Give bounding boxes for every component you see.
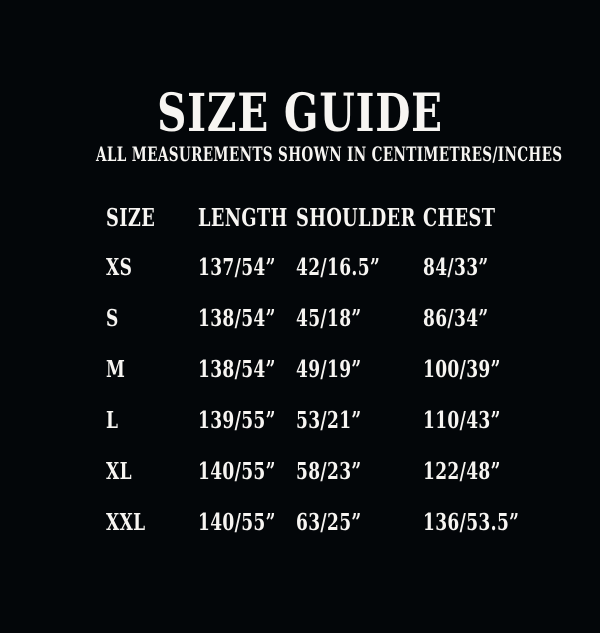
size-cell: L [106, 407, 119, 434]
length-cell: 138/54” [198, 356, 276, 383]
shoulder-cell: 49/19” [296, 356, 362, 383]
shoulder-cell: 63/25” [296, 509, 362, 536]
length-cell: 140/55” [198, 458, 276, 485]
chest-cell: 122/48” [423, 458, 501, 485]
chest-cell: 84/33” [423, 254, 489, 281]
length-cell: 137/54” [198, 254, 276, 281]
size-cell: XXL [106, 509, 146, 536]
shoulder-cell: 58/23” [296, 458, 362, 485]
size-cell: XL [106, 458, 132, 485]
page-subtitle: ALL MEASUREMENTS SHOWN IN CENTIMETRES/INCHES [96, 142, 563, 166]
length-cell: 139/55” [198, 407, 276, 434]
column-header-shoulder: SHOULDER [296, 202, 416, 232]
shoulder-cell: 53/21” [296, 407, 362, 434]
length-cell: 140/55” [198, 509, 276, 536]
chest-cell: 100/39” [423, 356, 501, 383]
size-cell: S [106, 305, 119, 332]
shoulder-cell: 45/18” [296, 305, 362, 332]
page-title: SIZE GUIDE [157, 83, 443, 144]
column-header-length: LENGTH [198, 202, 288, 232]
chest-cell: 86/34” [423, 305, 489, 332]
size-table [0, 192, 600, 548]
chest-cell: 110/43” [423, 407, 501, 434]
size-cell: M [106, 356, 126, 383]
size-cell: XS [106, 254, 133, 281]
column-header-size: SIZE [106, 202, 156, 232]
shoulder-cell: 42/16.5” [296, 254, 381, 281]
chest-cell: 136/53.5” [423, 509, 520, 536]
column-header-chest: CHEST [423, 202, 496, 232]
length-cell: 138/54” [198, 305, 276, 332]
